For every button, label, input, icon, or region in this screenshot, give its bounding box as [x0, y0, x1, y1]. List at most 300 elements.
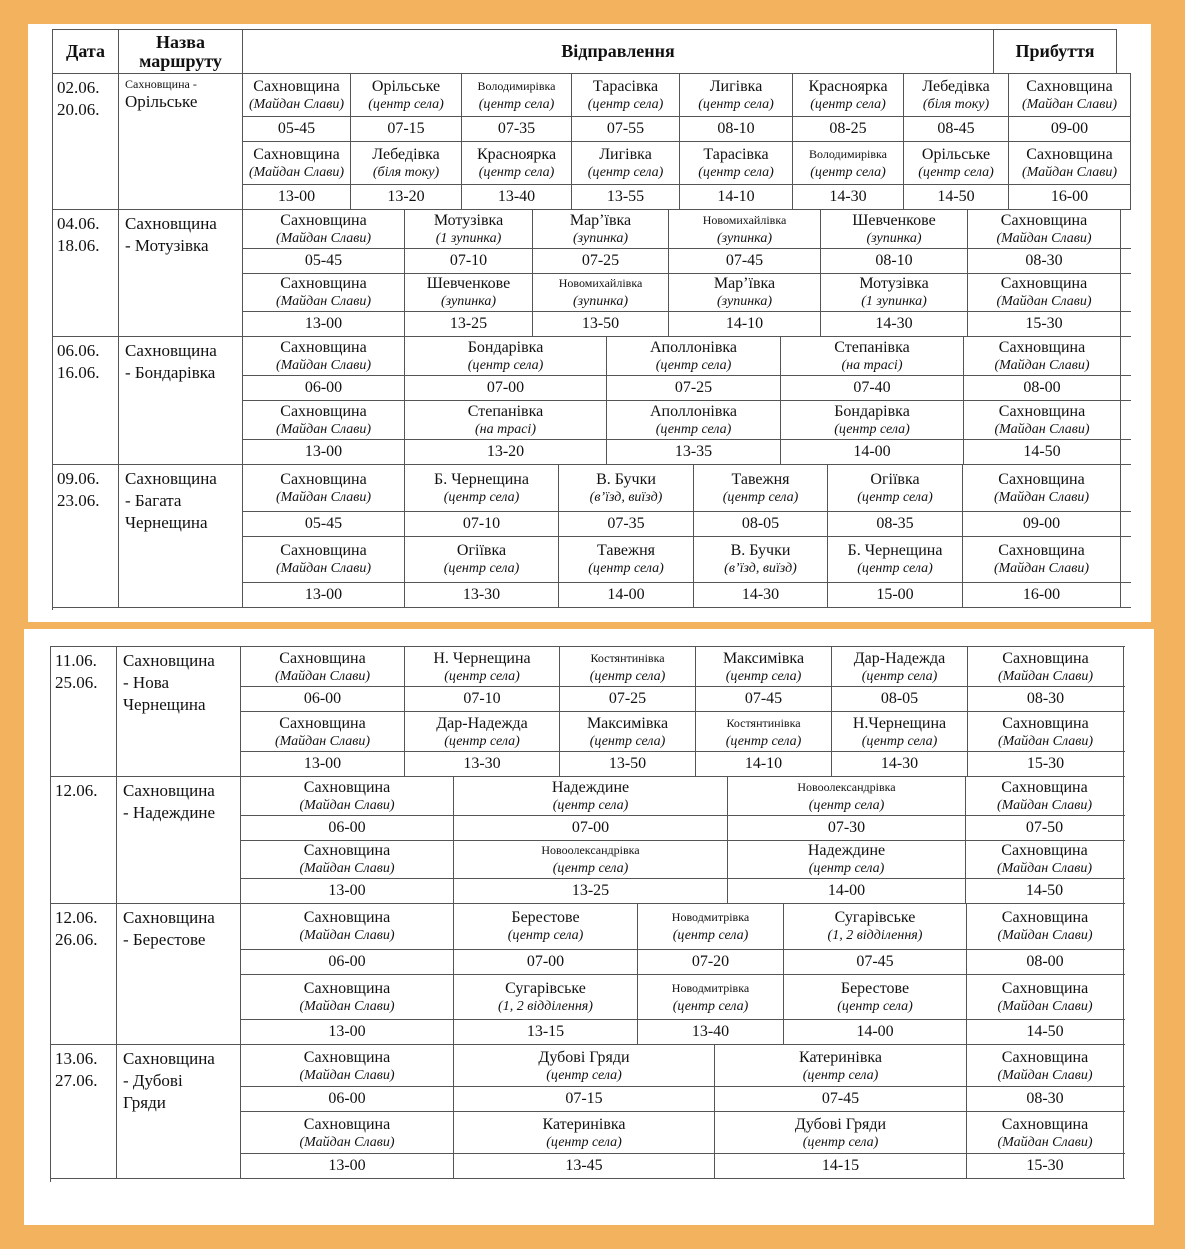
stop-location: (центр села) [507, 928, 584, 944]
stop-location: (Майдан Слави) [996, 294, 1092, 310]
stop-names-row [243, 401, 1131, 439]
stop-location: (біля току) [922, 97, 990, 112]
stop-location: (центр села) [546, 1134, 622, 1150]
stop-times-row [241, 815, 1125, 840]
stop-location: (центр села) [552, 797, 629, 813]
stop-cell [241, 647, 405, 686]
stop-location: (центр села) [808, 861, 885, 877]
stop-time: 13-45 [454, 1154, 715, 1178]
stop-location: (Майдан Слави) [993, 489, 1089, 505]
stop-cell [454, 1112, 715, 1153]
stop-cell [454, 975, 638, 1020]
stop-name: Красноярка [476, 146, 557, 163]
stop-times-row [241, 1153, 1125, 1178]
stop-name: Новодмитрівка [671, 910, 750, 925]
stop-time: 05-45 [243, 512, 405, 536]
stop-name: Аполлонівка [649, 403, 738, 420]
stop-location: (центр села) [861, 733, 938, 749]
stop-location: (Майдан Слави) [997, 668, 1093, 684]
stop-location: (центр села) [589, 668, 666, 684]
stop-name: Сахновщина [1000, 275, 1088, 293]
stop-time: 14-50 [966, 879, 1124, 903]
stop-time: 07-10 [405, 249, 533, 273]
stop-name: Сахновщина [1001, 979, 1089, 997]
stop-time: 08-30 [968, 249, 1121, 273]
stop-location: (Майдан Слави) [996, 797, 1092, 813]
stop-time: 13-00 [241, 879, 454, 903]
stop-location: (Майдан Слави) [299, 861, 395, 877]
route-dates: 12.06. [51, 777, 117, 904]
stop-location: (центр села) [478, 165, 555, 180]
stop-location: (зупинка) [572, 294, 629, 310]
stop-names-row [243, 74, 1131, 116]
stop-name: Лигівка [709, 78, 763, 95]
stop-cell [241, 841, 454, 879]
stop-names-row [243, 465, 1131, 511]
stop-name: Сахновщина [253, 146, 340, 163]
stop-location: (центр села) [588, 561, 664, 577]
stop-cell [821, 210, 968, 248]
stop-name: Бондарівка [467, 339, 544, 356]
stop-location: (Майдан Слави) [299, 1134, 395, 1150]
stop-location: (1, 2 відділення) [827, 928, 923, 944]
stop-location: (Майдан Слави) [994, 422, 1090, 437]
stop-name: Сахновщина [303, 1115, 391, 1133]
stop-name: Сахновщина [998, 542, 1085, 560]
stop-times-row [243, 582, 1131, 607]
stop-time: 07-45 [784, 950, 967, 974]
stop-cell [351, 74, 462, 116]
stop-name: Тавежня [731, 470, 790, 488]
stop-time: 13-25 [405, 312, 533, 336]
stop-cell [793, 74, 904, 116]
stop-time: 07-00 [405, 376, 607, 400]
route-dates: 02.06. 20.06. [53, 74, 119, 210]
stop-time: 15-00 [828, 583, 963, 607]
stop-name: Сахновщина [303, 842, 391, 860]
stop-name: Лебедівка [372, 146, 440, 163]
stop-time: 07-45 [715, 1087, 967, 1111]
schedule-panel-1 [28, 24, 1151, 622]
trip-outbound [243, 210, 1131, 273]
stop-cell [454, 1045, 715, 1086]
stop-location: (Майдан Слави) [993, 561, 1089, 577]
stop-location: (Майдан Слави) [275, 561, 371, 577]
stop-time: 14-10 [669, 312, 821, 336]
stop-name: Степанівка [834, 339, 910, 356]
stop-cell [405, 337, 607, 375]
stop-name: Сахновщина [1002, 649, 1089, 667]
stop-cell [904, 142, 1009, 184]
trip-outbound [241, 904, 1125, 974]
stop-name: Новомихайлівка [702, 212, 787, 227]
stop-name: Мотузівка [859, 275, 929, 293]
stop-time: 14-10 [696, 752, 832, 776]
route-schedule [243, 465, 1131, 608]
stop-name: Лигівка [599, 146, 652, 163]
stop-cell [832, 712, 968, 751]
stop-cell [243, 210, 405, 248]
stop-location: (центр села) [810, 97, 886, 112]
stop-time: 14-50 [904, 185, 1009, 209]
stop-location: (Майдан Слави) [275, 294, 371, 310]
stop-location: (Майдан Слави) [275, 230, 371, 246]
stop-name: Сахновщина [1001, 1115, 1089, 1133]
stop-location: (Майдан Слави) [274, 733, 370, 749]
stop-times-row [241, 686, 1125, 711]
stop-cell [351, 142, 462, 184]
route-schedule [243, 210, 1131, 337]
stop-location: (центр села) [444, 733, 520, 749]
stop-time: 15-30 [968, 312, 1121, 336]
stop-time: 07-10 [405, 687, 560, 711]
stop-name: Мар’ївка [569, 211, 632, 229]
trip-return [241, 1111, 1125, 1178]
stop-time: 09-00 [1009, 117, 1131, 141]
schedule-table-1 [52, 29, 1117, 610]
stop-location: (центр села) [478, 97, 555, 112]
stop-name: Степанівка [467, 403, 544, 420]
stop-name: Н. Чернещина [433, 649, 531, 667]
stop-name: Шевченкове [426, 275, 511, 293]
stop-time: 13-55 [572, 185, 680, 209]
stop-cell [680, 74, 793, 116]
stop-name: Сахновщина [1002, 714, 1089, 732]
stop-time: 07-45 [696, 687, 832, 711]
stop-name: Сахновщина [1026, 78, 1113, 95]
stop-time: 14-10 [680, 185, 793, 209]
stop-time: 13-00 [243, 440, 405, 464]
stop-time: 08-25 [793, 117, 904, 141]
stop-names-row [243, 337, 1131, 375]
stop-location: (Майдан Слави) [997, 1067, 1093, 1083]
stop-cell [832, 647, 968, 686]
stop-location: (центр села) [857, 489, 933, 505]
stop-names-row [243, 210, 1131, 248]
stop-time: 13-00 [241, 752, 405, 776]
route-dates: 13.06. 27.06. [51, 1045, 117, 1179]
stop-cell [607, 337, 781, 375]
stop-name: Сахновщина [280, 275, 367, 293]
stop-cell [405, 647, 560, 686]
stop-name: Новоолександрівка [541, 843, 640, 858]
stop-time: 13-40 [638, 1020, 784, 1044]
stop-name: Сахновщина [998, 470, 1085, 488]
stop-name: Сахновщина [280, 470, 367, 488]
stop-name: Сугарівське [505, 979, 586, 997]
trip-return [243, 400, 1131, 464]
stop-location: (Майдан Слави) [248, 97, 344, 112]
stop-time: 08-05 [832, 687, 968, 711]
header-route: Назва маршруту [119, 30, 243, 74]
trip-outbound [241, 777, 1125, 840]
schedule-panel-2 [24, 629, 1154, 1225]
stop-name: Дар-Надежда [853, 649, 946, 667]
stop-time: 08-10 [680, 117, 793, 141]
stop-cell [728, 841, 966, 879]
stop-location: (Майдан Слави) [299, 1067, 395, 1083]
stop-location: (центр села) [368, 97, 444, 112]
stop-name: Б. Чернещина [847, 542, 943, 560]
route-name [119, 74, 243, 210]
stop-time: 07-45 [669, 249, 821, 273]
stop-name: Катеринівка [542, 1115, 626, 1133]
stop-cell [533, 210, 669, 248]
stop-location: (Майдан Слави) [996, 861, 1092, 877]
stop-location: (центр села) [802, 1067, 879, 1083]
stop-location: (центр села) [722, 489, 799, 505]
stop-cell [963, 465, 1121, 511]
stop-name: Сахновщина [1000, 211, 1088, 229]
stop-location: (зупинка) [716, 230, 773, 246]
stop-location: (Майдан Слави) [275, 422, 371, 437]
stop-cell [572, 74, 680, 116]
stop-time: 14-00 [781, 440, 964, 464]
stop-name: Аполлонівка [649, 339, 738, 356]
route-dates: 04.06. 18.06. [53, 210, 119, 337]
trip-outbound [241, 647, 1125, 711]
stop-name: Сахновщина [279, 714, 366, 732]
stop-time: 14-00 [559, 583, 694, 607]
stop-cell [533, 274, 669, 312]
stop-name: Сахновщина [1001, 909, 1089, 927]
stop-time: 13-00 [243, 185, 351, 209]
stop-location: (Майдан Слави) [274, 668, 370, 684]
stop-location: (Майдан Слави) [997, 928, 1093, 944]
stop-name: В. Бучки [596, 470, 656, 488]
stop-location: (1 зупинка) [861, 294, 927, 310]
stop-cell [454, 777, 728, 815]
stop-cell [694, 465, 828, 511]
stop-name: Дубові Гряди [794, 1115, 887, 1133]
stop-cell [821, 274, 968, 312]
stop-times-row [243, 375, 1131, 400]
stop-cell [572, 142, 680, 184]
stop-name: Сахновщина [1026, 146, 1113, 163]
route-schedule [241, 647, 1125, 777]
stop-name: Орільське [921, 146, 991, 163]
stop-location: (в’їзд, виїзд) [724, 561, 797, 577]
header-departure-arrival [243, 30, 1131, 74]
stop-cell [638, 904, 784, 949]
stop-location: (центр села) [834, 422, 910, 437]
stop-time: 13-15 [454, 1020, 638, 1044]
stop-name: Дубові Гряди [538, 1048, 630, 1066]
header-date: Дата [53, 30, 119, 74]
stop-cell [405, 712, 560, 751]
stop-cell [967, 1112, 1124, 1153]
route-dates: 09.06. 23.06. [53, 465, 119, 608]
stop-cell [669, 210, 821, 248]
stop-name: Новодмитрівка [671, 980, 750, 995]
stop-location: (центр села) [443, 489, 520, 505]
stop-location: (центр села) [698, 165, 774, 180]
stop-cell [462, 74, 572, 116]
route-name: Сахновщина - Надеждине [117, 777, 241, 904]
stop-time: 07-00 [454, 950, 638, 974]
stop-time: 13-40 [462, 185, 572, 209]
stop-cell [966, 777, 1124, 815]
stop-location: (на трасі) [841, 358, 903, 373]
stop-location: (центр села) [918, 165, 994, 180]
stop-name: Сахновщина [303, 1048, 391, 1066]
stop-time: 13-35 [607, 440, 781, 464]
stop-cell [963, 537, 1121, 583]
stop-name: Тарасівка [592, 78, 659, 95]
stop-cell [243, 74, 351, 116]
stop-times-row [243, 311, 1131, 336]
stop-location: (центр села) [672, 928, 749, 944]
stop-name: Дар-Надежда [436, 714, 528, 732]
trip-outbound [243, 337, 1131, 400]
stop-location: (центр села) [861, 668, 938, 684]
stop-time: 07-20 [638, 950, 784, 974]
stop-cell [405, 401, 607, 439]
stop-location: (Майдан Слави) [997, 733, 1093, 749]
stop-location: (біля току) [372, 165, 440, 180]
stop-cell [680, 142, 793, 184]
trip-return [243, 536, 1131, 608]
stop-name: Сахновщина [1001, 778, 1088, 796]
stop-name: Новоолександрівка [797, 779, 896, 794]
stop-cell [968, 274, 1121, 312]
stop-cell [966, 841, 1124, 879]
trip-outbound [241, 1045, 1125, 1111]
route-schedule [241, 777, 1125, 904]
stop-location: (зупинка) [716, 294, 773, 310]
stop-name: Шевченкове [852, 211, 936, 229]
stop-location: (зупинка) [572, 230, 629, 246]
stop-cell [559, 537, 694, 583]
stop-time: 13-00 [243, 312, 405, 336]
stop-name: Сахновщина [279, 649, 366, 667]
stop-cell [454, 904, 638, 949]
stop-time: 08-30 [967, 1087, 1124, 1111]
route-name-top: Сахновщина - [125, 77, 197, 91]
stop-name: Б. Чернещина [434, 470, 529, 488]
stop-location: (на трасі) [475, 422, 536, 437]
stop-time: 07-15 [454, 1087, 715, 1111]
stop-location: (Майдан Слави) [275, 358, 371, 373]
stop-cell [241, 975, 454, 1020]
stop-cell [964, 337, 1121, 375]
stop-name: Сахновщина [303, 778, 391, 796]
stop-cell [454, 841, 728, 879]
stop-time: 09-00 [963, 512, 1121, 536]
route-dates: 12.06. 26.06. [51, 904, 117, 1045]
route-schedule [241, 1045, 1125, 1179]
trip-return [241, 840, 1125, 904]
stop-name: Бондарівка [834, 403, 910, 420]
stop-cell [241, 904, 454, 949]
stop-name: Максимівка [722, 649, 805, 667]
stop-cell [964, 401, 1121, 439]
stop-times-row [241, 1086, 1125, 1111]
stop-time: 07-25 [560, 687, 696, 711]
trip-return [241, 711, 1125, 776]
trip-return [241, 974, 1125, 1045]
stop-cell [1009, 142, 1131, 184]
stop-time: 15-30 [968, 752, 1124, 776]
stop-name: Сугарівське [834, 909, 916, 927]
stop-time: 13-00 [241, 1020, 454, 1044]
stop-cell [784, 975, 967, 1020]
stop-location: (центр села) [546, 1067, 622, 1083]
stop-name: Сахновщина [1001, 842, 1088, 860]
stop-name: Катеринівка [799, 1048, 882, 1066]
stop-name: Лебедівка [922, 78, 990, 95]
stop-cell [607, 401, 781, 439]
route-name: Сахновщина - Нова Чернещина [117, 647, 241, 777]
stop-name: В. Бучки [730, 542, 791, 560]
stop-cell [559, 465, 694, 511]
stop-name: Максимівка [586, 714, 669, 732]
stop-name: Володимирівка [477, 79, 556, 93]
route-name: Сахновщина - Берестове [117, 904, 241, 1045]
trip-return [243, 273, 1131, 337]
stop-location: (центр села) [698, 97, 774, 112]
stop-cell [243, 465, 405, 511]
stop-location: (центр села) [443, 561, 520, 577]
stop-time: 06-00 [241, 687, 405, 711]
stop-cell [241, 1112, 454, 1153]
stop-names-row [241, 975, 1125, 1020]
stop-time: 08-10 [821, 249, 968, 273]
stop-location: (зупинка) [866, 230, 922, 246]
trip-return [243, 141, 1131, 209]
stop-cell [828, 465, 963, 511]
stop-time: 14-15 [715, 1154, 967, 1178]
stop-name: Орільське [371, 78, 441, 95]
stop-cell [243, 537, 405, 583]
stop-name: Н.Чернещина [852, 714, 947, 732]
stop-time: 06-00 [241, 1087, 454, 1111]
stop-name: Костянтинівка [726, 715, 801, 730]
stop-cell [243, 401, 405, 439]
stop-name: Сахновщина [998, 339, 1086, 356]
stop-location: (Майдан Слави) [996, 230, 1092, 246]
stop-name: Сахновщина [998, 403, 1086, 420]
stop-location: (центр села) [552, 861, 629, 877]
stop-time: 14-30 [832, 752, 968, 776]
stop-location: (в’їзд, виїзд) [589, 489, 663, 505]
stop-cell [694, 537, 828, 583]
stop-name: Надеждине [807, 842, 886, 860]
stop-time: 07-35 [559, 512, 694, 536]
stop-time: 14-00 [728, 879, 966, 903]
stop-location: (Майдан Слави) [248, 165, 344, 180]
stop-name: Сахновщина [280, 211, 367, 229]
stop-location: (центр села) [655, 358, 732, 373]
stop-cell [967, 975, 1124, 1020]
stop-time: 13-50 [533, 312, 669, 336]
schedule-table-2 [50, 646, 1125, 1182]
stop-name: Сахновщина [1001, 1048, 1089, 1066]
stop-name: Огіївка [456, 542, 507, 560]
stop-time: 08-45 [904, 117, 1009, 141]
stop-names-row [243, 274, 1131, 312]
stop-time: 07-00 [454, 816, 728, 840]
stop-cell [781, 401, 964, 439]
stop-time: 06-00 [241, 950, 454, 974]
route-dates: 11.06. 25.06. [51, 647, 117, 777]
stop-cell [967, 1045, 1124, 1086]
stop-cell [784, 904, 967, 949]
stop-cell [243, 337, 405, 375]
stop-cell [243, 274, 405, 312]
stop-time: 06-00 [243, 376, 405, 400]
stop-names-row [241, 1112, 1125, 1153]
